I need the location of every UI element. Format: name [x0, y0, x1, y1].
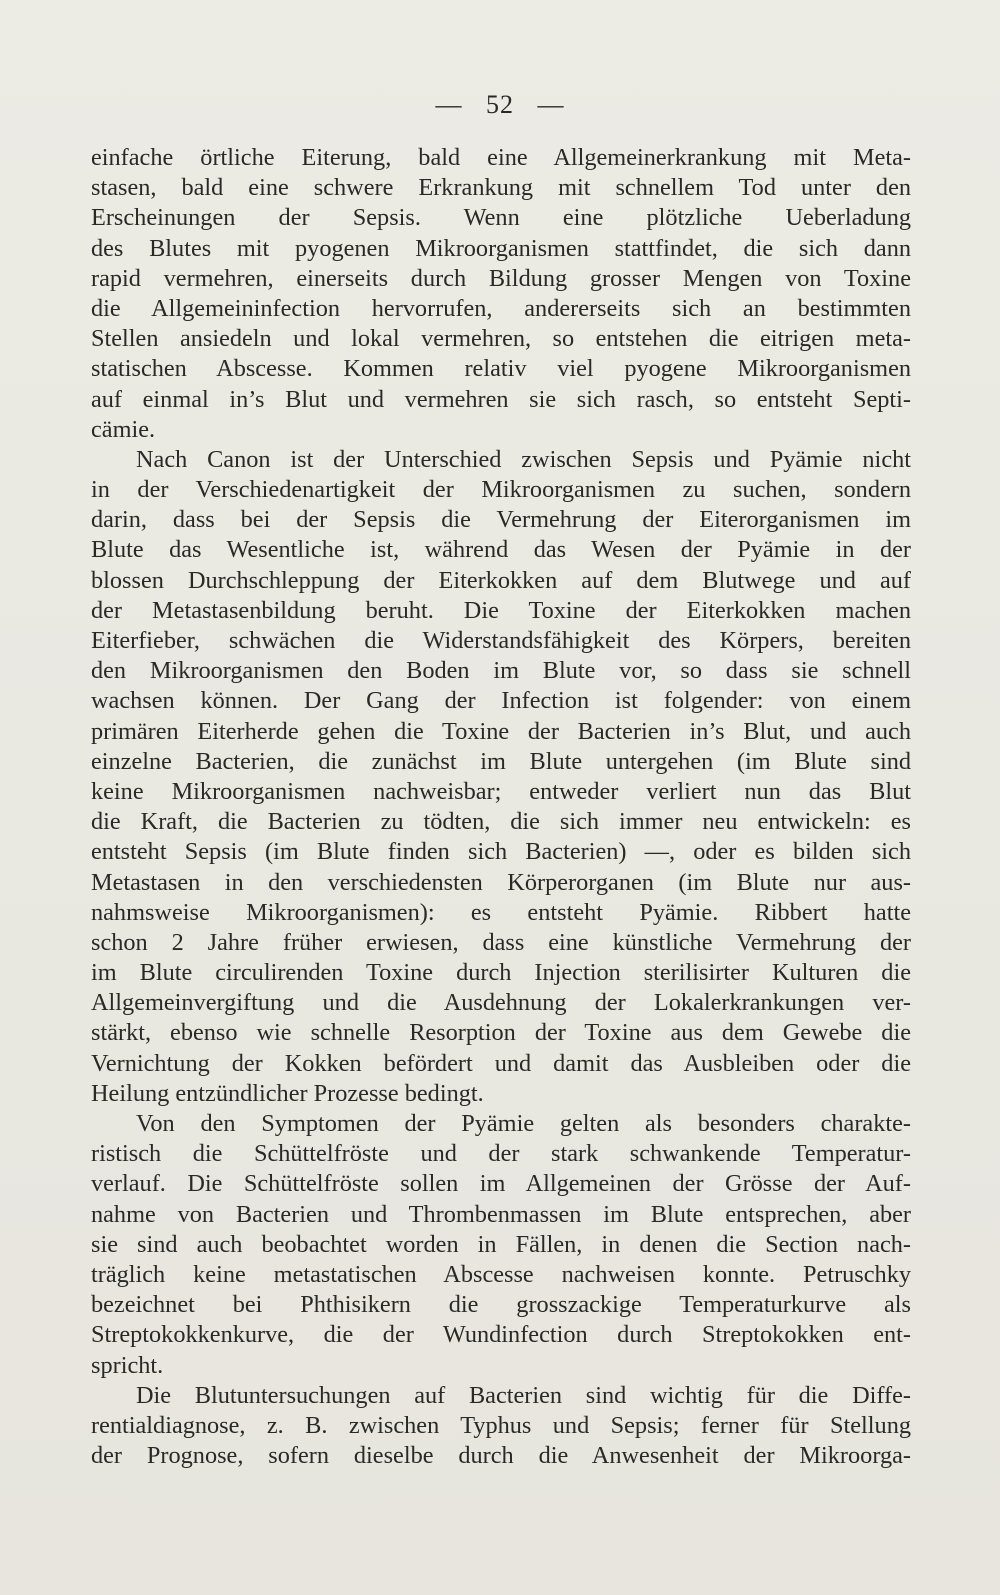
text-line: Erscheinungen der Sepsis. Wenn eine plötzliche Ueberladung — [91, 204, 911, 232]
text-line: Heilung entzündlicher Prozesse bedingt. — [91, 1079, 484, 1107]
text-line: in der Verschiedenartigkeit der Mikroorganismen zu suchen, sondern — [91, 476, 911, 504]
text-line: des Blutes mit pyogenen Mikroorganismen stattfindet, die sich dann — [91, 234, 911, 262]
text-line: rapid vermehren, einerseits durch Bildung grosser Mengen von Toxine — [91, 264, 911, 292]
text-line: verlauf. Die Schüttelfröste sollen im Allgemeinen der Grösse der Auf- — [91, 1170, 911, 1198]
text-line: Nach Canon ist der Unterschied zwischen Sepsis und Pyämie nicht — [136, 445, 911, 473]
text-line: nahmsweise Mikroorganismen): es entsteht Pyämie. Ribbert hatte — [91, 898, 911, 926]
text-line: Von den Symptomen der Pyämie gelten als besonders charakte- — [136, 1110, 911, 1137]
text-line: Metastasen in den verschiedensten Körperorganen (im Blute nur aus- — [91, 868, 911, 896]
text-line: wachsen können. Der Gang der Infection ist folgender: von einem — [91, 687, 911, 715]
text-line: der Prognose, sofern dieselbe durch die Anwesenheit der Mikroorga- — [91, 1442, 911, 1470]
text-line: cämie. — [91, 415, 156, 443]
text-line: die Kraft, die Bacterien zu tödten, die sich immer neu entwickeln: es — [91, 808, 911, 836]
text-line: nahme von Bacterien und Thrombenmassen im Blute entsprechen, aber — [91, 1200, 911, 1228]
text-line: im Blute circulirenden Toxine durch Injection sterilisirter Kulturen die — [91, 959, 911, 987]
text-line: spricht. — [91, 1351, 164, 1379]
text-line: schon 2 Jahre früher erwiesen, dass eine künstliche Vermehrung der — [91, 928, 911, 956]
text-line: Allgemeinvergiftung und die Ausdehnung der Lokalerkrankungen ver- — [91, 989, 911, 1017]
body-text — [91, 143, 911, 1471]
text-line: stärkt, ebenso wie schnelle Resorption der Toxine aus dem Gewebe die — [91, 1019, 911, 1047]
header-dash-left: — — [435, 90, 463, 119]
text-line: Die Blutuntersuchungen auf Bacterien sind wichtig für die Diffe- — [136, 1381, 911, 1409]
text-line: Blute das Wesentliche ist, während das Wesen der Pyämie in der — [91, 536, 911, 564]
text-line: entsteht Sepsis (im Blute finden sich Bacterien) —, oder es bilden sich — [91, 838, 911, 866]
text-line: den Mikroorganismen den Boden im Blute vor, so dass sie schnell — [91, 657, 911, 685]
text-line: träglich keine metastatischen Abscesse nachweisen konnte. Petruschky — [91, 1260, 911, 1288]
text-line: sie sind auch beobachtet worden in Fällen, in denen die Section nach- — [91, 1230, 911, 1258]
text-line: darin, dass bei der Sepsis die Vermehrung der Eiterorganismen im — [91, 506, 911, 534]
text-line: einfache örtliche Eiterung, bald eine Allgemeinerkrankung mit Meta- — [91, 144, 911, 171]
text-line: auf einmal in’s Blut und vermehren sie sich rasch, so entsteht Septi- — [91, 385, 911, 413]
text-line: keine Mikroorganismen nachweisbar; entweder verliert nun das Blut — [91, 777, 911, 805]
text-line: stasen, bald eine schwere Erkrankung mit schnellem Tod unter den — [91, 174, 911, 202]
text-line: rentialdiagnose, z. B. zwischen Typhus und Sepsis; ferner für Stellung — [91, 1411, 911, 1439]
text-line: der Metastasenbildung beruht. Die Toxine der Eiterkokken machen — [91, 596, 911, 624]
header-dash-right: — — [537, 90, 565, 119]
page-header — [0, 90, 1000, 120]
text-line: die Allgemeininfection hervorrufen, andererseits sich an bestimmten — [91, 294, 911, 322]
text-line: Eiterfieber, schwächen die Widerstandsfähigkeit des Körpers, bereiten — [91, 627, 911, 654]
text-line: Streptokokkenkurve, die der Wundinfection durch Streptokokken ent- — [91, 1321, 911, 1349]
page-number: 52 — [486, 90, 514, 119]
text-line: Stellen ansiedeln und lokal vermehren, so entstehen die eitrigen meta- — [91, 325, 911, 353]
text-line: bezeichnet bei Phthisikern die grosszackige Temperaturkurve als — [91, 1291, 911, 1319]
text-line: Vernichtung der Kokken befördert und damit das Ausbleiben oder die — [91, 1049, 911, 1077]
text-line: ristisch die Schüttelfröste und der stark schwankende Temperatur- — [91, 1140, 911, 1168]
text-line: einzelne Bacterien, die zunächst im Blute untergehen (im Blute sind — [91, 747, 911, 775]
text-line: statischen Abscesse. Kommen relativ viel pyogene Mikroorganismen — [91, 355, 911, 383]
text-line: blossen Durchschleppung der Eiterkokken auf dem Blutwege und auf — [91, 566, 911, 594]
text-line: primären Eiterherde gehen die Toxine der Bacterien in’s Blut, und auch — [91, 717, 911, 745]
